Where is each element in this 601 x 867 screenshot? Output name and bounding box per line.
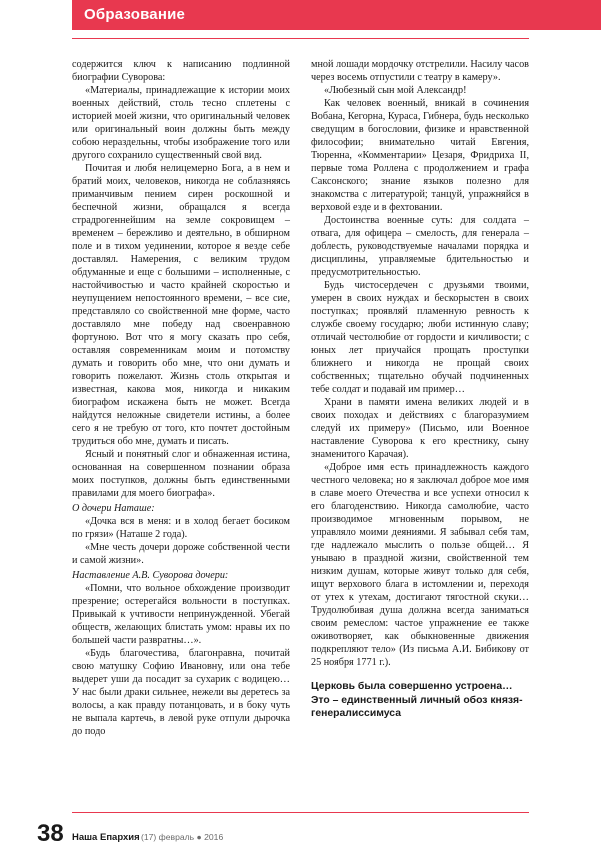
paragraph: «Материалы, принадлежащие к истории моих военных действий, столь тесно сплетены с историей моей жизни, что оригинальный человек или оригинальный воин должны быть между собою нераздельны, чтобы изображение того или другого сохранило существенный свой вид. [72,85,290,161]
paragraph: «Мне честь дочери дороже собственной чести и самой жизни». [72,542,290,566]
paragraph: Как человек военный, вникай в сочинения Вобана, Кегорна, Кураса, Гибнера, будь несколько сведущим в богословии, физике и нравственной философии; внимательно читай Евгения, Тюренна, «Комментарии» Цезаря, Фридриха II, первые тома Роллена с продолжением и графа Саксонского; знание языков полезно для знакомства с литературой; танцуй, упражняйся в верховой езде и в фехтовании. [311,98,529,213]
paragraph: мной лошади мордочку отстрелили. Насилу часов через восемь отпустили с театру в камеру». [311,59,529,83]
left-column [72,58,290,803]
paragraph: «Дочка вся в меня: и в холод бегает босиком по грязи» (Наташе 2 года). [72,516,290,540]
paragraph: Церковь была совершенно устроена… Это – единственный личный обоз князя-генералиссимуса [311,681,523,719]
issue-info: (17) февраль ● 2016 [141,832,224,842]
paragraph: «Доброе имя есть принадлежность каждого честного человека; но я заключал доброе мое имя в славе моего Отечества и все успехи относил к его благоденствию. Никогда самолюбие, часто производимое мгновенным порывом, не управляло моими деяниями. Я забывал себя там, где надлежало мыслить о пользе общей… Я унываю в праздной жизни, свойственной тем низким душам, которые живут только для себя, ищут верхового блага в истомлении и, переходя от утех к утехам, достигают тягостной скуки… Трудолюбивая душа должна всегда заниматься своим ремеслом: частое упражнение ее также оживотворяет, как обыкновенные движения подкрепляют тело» (Из письма А.И. Бибикову от 25 ноября 1771 г.). [311,462,529,668]
paragraph: Будь чистосердечен с друзьями твоими, умерен в своих нуждах и бескорыстен в своих поступках; проявляй пламенную ревность к службе своему государю; люби истинную славу; отличай честолюбие от гордости и кичливости; с юных лет приучайся прощать проступки ближнего и никогда не прощай своих собственных; тщательно обучай подчиненных тебе солдат и подавай им пример… [311,280,529,395]
paragraph: Наставление А.В. Суворова дочери: [72,570,229,581]
page-footer [0,812,601,867]
page-header [0,0,601,42]
paragraph: «Будь благочестива, благонравна, почитай свою матушку Софию Ивановну, или она тебе выдерет уши да посадит за сухарик с водицею… У нас были драки сильнее, нежели вы деретесь за волосы, а как правду потанцовать, и в боку чуть не выпала картечь, в левой руке отпули дырочка до подо [72,648,290,737]
paragraph: содержится ключ к написанию подлинной биографии Суворова: [72,59,290,83]
article-body [72,58,529,803]
right-column [311,58,529,803]
journal-name: Наша Епархия [72,832,140,843]
page-number: 38 [37,820,64,847]
paragraph: О дочери Наташе: [72,503,155,514]
section-title: Образование [84,6,186,23]
paragraph: «Помни, что вольное обхождение производит презрение; остерегайся вольности в поступках. Привыкай к учтивости непринужденной. Убегай обществ, желающих блистать умом: нравы их по большей части развратны…». [72,583,290,646]
paragraph: Храни в памяти имена великих людей и в своих походах и действиях с благоразумием следуй их примеру» (Письмо, или Военное наставление Суворова к его крестнику, сыну знаменитого Карачая). [311,397,529,460]
footer-divider [72,812,529,813]
paragraph: Ясный и понятный слог и обнаженная истина, основанная на совершенном познании образа моих поступков, должны быть единственными правилами для моего биографа». [72,449,290,499]
header-divider [72,38,529,39]
paragraph: «Любезный сын мой Александр! [324,85,467,96]
paragraph: Достоинства военные суть: для солдата – отвага, для офицера – смелость, для генерала – доблесть, руководствуемые началами порядка и дисциплины, управляемые бдительностью и предусмотрительностью. [311,215,529,278]
paragraph: Почитая и любя нелицемерно Бога, а в нем и братий моих, человеков, никогда не соблазняясь приманчивым пением сирен роскошной и беспечной жизни, обращался я всегда страдрогеннейшим на земле сокровищем – временем – бережливо и деятельно, в обширном поле и в тихом уединении, которое я везде себе доставлял. Намерения, с великим трудом обдуманные и еще с большими – исполненные, с настойчивостью и часто крайней скоростью и неупущением непостоянного времени, – все сие, представляло со свойственной мне форме, часто доставляло мне победу над своенравною фортуною. Вот что я могу сказать про себя, оставляя современникам моим и потомству думать и говорить обо мне, что они думать и говорить пожелают. Жизнь столь открытая и известная, какова моя, никогда и никаким биографом искажена быть не может. Всегда найдутся неложные свидетели истины, а более сего я не требую от того, кто почтет достойным трудиться обо мне, думать и писать. [72,163,290,447]
